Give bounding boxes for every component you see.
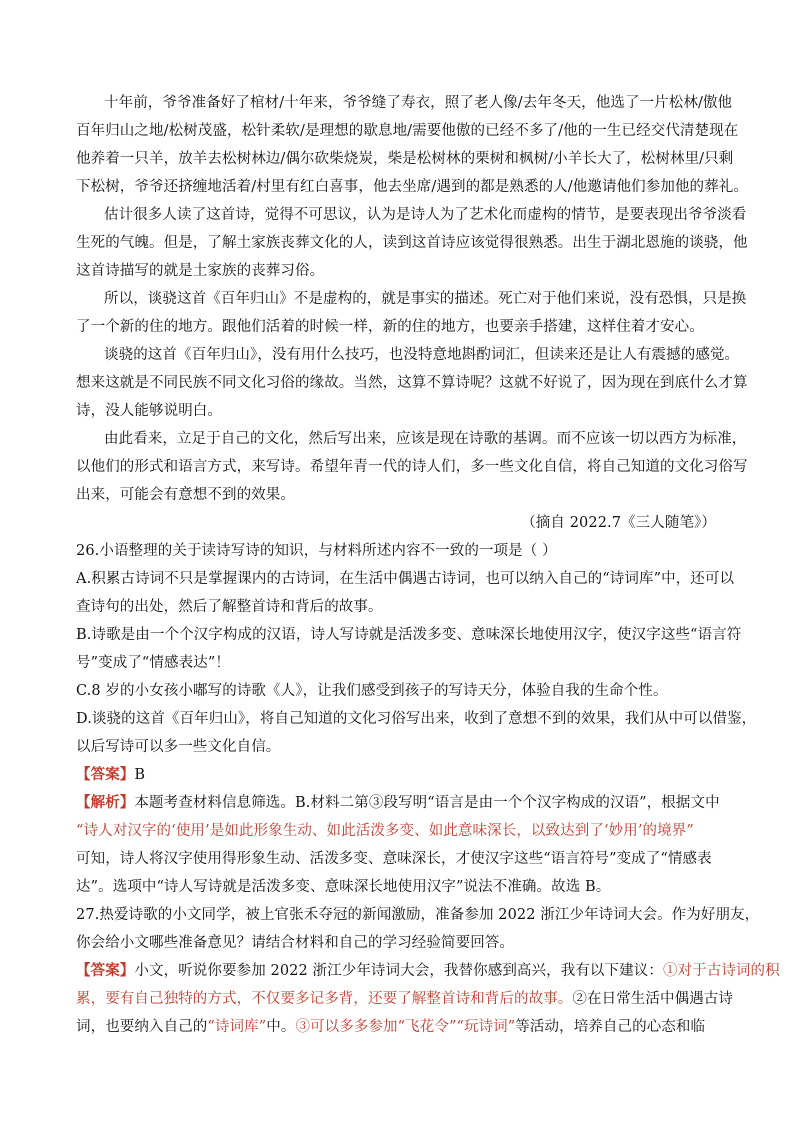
text-line: 下松树，爷爷还挤缠地活着/村里有红白喜事，他去坐席/遇到的都是熟悉的人/他邀请他们参加他的葬礼。 [76,179,748,195]
option-d: D.谈骁的这首《百年归山》，将自己知道的文化习俗写出来，收到了意想不到的效果，我们从中可以借鉴， [76,711,757,727]
text-line: 想来这就是不同民族不同文化习俗的缘故。当然，这算不算诗呢？这就不好说了，因为现在到底什么才算 [76,375,748,391]
answer-value: B [134,767,146,783]
analysis-text: 可知，诗人将汉字使用得形象生动、活泼多变、意味深长，才使汉字这些“语言符号”变成了“情感表 [76,851,712,867]
source-citation: （摘自 2022.7《三人随笔》） [521,515,716,531]
text-line: 估计很多人读了这首诗，觉得不可思议，认为是诗人为了艺术化而虚构的情节，是要表现出爷爷淡看 [104,207,747,223]
answer-line-1 [76,957,780,985]
analysis-quote: “诗人对汉字的‘使用’是如此形象生动、如此活泼多变、如此意味深长，以致达到了‘妙用’的境界” [76,823,694,839]
text-line: 他养着一只羊，放羊去松树林边/偶尔砍柴烧炭，柴是松树林的栗树和枫树/小羊长大了，松树林里/只剩 [76,151,734,167]
answer-text: 等活动，培养自己的心态和临 [515,1019,706,1035]
text-line: 所以，谈骁这首《百年归山》不是虚构的，就是事实的描述。死亡对于他们来说，没有恐惧，只是换 [104,291,747,307]
text-line: 这首诗描写的就是土家族的丧葬习俗。 [76,263,325,279]
answer-line [76,761,722,789]
option-a: A.积累古诗词不只是掌握课内的古诗词，在生活中偶遇古诗词，也可以纳入自己的“诗词库”中，还可以 [76,571,735,587]
analysis-text: 达”。选项中“诗人写诗就是活泼多变、意味深长地使用汉字”说法不准确。故选 B。 [76,879,611,895]
answer-text: ②在日常生活中偶遇古诗 [572,991,734,1007]
passage-paragraph-1 [76,89,748,201]
answer-point: ③可以多多参加“飞花令”“玩诗词” [295,1019,516,1035]
answer-text: 中。 [266,1019,296,1035]
option-a-cont: 查诗句的出处，然后了解整首诗和背后的故事。 [76,599,383,615]
text-line: 出来，可能会有意想不到的效果。 [76,487,295,503]
text-line: 百年归山之地/松树茂盛，松针柔软/是理想的歇息地/需要他傲的已经不多了/他的一生已经交代清楚现在 [76,123,739,139]
text-line: 生死的气魄。但是，了解土家族丧葬文化的人，读到这首诗应该觉得很熟悉。出生于湖北恩施的谈骁，他 [76,235,748,251]
passage-paragraph-3 [76,285,747,341]
text-line: 由此看来，立足于自己的文化，然后写出来，应该是现在诗歌的基调。而不应该一切以西方为标准， [104,431,747,447]
analysis-line [76,789,722,817]
answer-point: 累，要有自己独特的方式，不仅要多记多背，还要了解整首诗和背后的故事。 [76,991,573,1007]
text-line: 诗，没人能够说明白。 [76,403,222,419]
question-stem-cont: 你会给小文哪些准备意见？请结合材料和自己的学习经验简要回答。 [76,935,514,951]
option-b-cont: 号”变成了“情感表达”！ [76,655,230,671]
answer-tag: 【答案】 [76,962,135,979]
answer-point: ①对于古诗词的积 [662,963,780,979]
analysis-tag: 【解析】 [76,794,135,811]
passage-paragraph-4 [76,341,748,425]
option-c: C.8 岁的小女孩小嘟写的诗歌《人》，让我们感受到孩子的写诗天分，体验自我的生命个性。 [76,683,668,699]
answer-line-3 [76,1013,722,1041]
answer-tag: 【答案】 [76,766,135,783]
answer-point: “诗词库” [207,1019,267,1035]
text-line: 以他们的形式和语言方式，来写诗。希望年青一代的诗人们，多一些文化自信，将自己知道的文化习俗写 [76,459,748,475]
answer-text: 词，也要纳入自己的 [76,1019,208,1035]
text-line: 谈骁的这首《百年归山》，没有用什么技巧，也没特意地斟酌词汇，但读来还是让人有震撼的感觉。 [104,347,740,363]
passage-paragraph-2 [76,201,748,285]
answer-line-2 [76,985,734,1013]
question-26 [76,537,757,901]
passage-paragraph-5 [76,425,748,509]
document-page [76,89,780,1041]
text-line: 了一个新的住的地方。跟他们活着的时候一样，新的住的地方，也要亲手搭建，这样住着才安心。 [76,319,704,335]
question-stem: 27.热爱诗歌的小文同学，被上官张禾夺冠的新闻激励，准备参加 2022 浙江少年诗词大会。作为好朋友， [76,907,760,923]
answer-text: 小文，听说你要参加 2022 浙江少年诗词大会，我替你感到高兴，我有以下建议： [134,963,663,979]
question-27 [76,901,780,1041]
option-d-cont: 以后写诗可以多一些文化自信。 [76,739,281,755]
analysis-text: 本题考查材料信息筛选。B.材料二第③段写明“语言是由一个个汉字构成的汉语”，根据文中 [134,795,720,811]
option-b: B.诗歌是由一个个汉字构成的汉语，诗人写诗就是活泼多变、意味深长地使用汉字，使汉字这些“语言符 [76,627,742,643]
text-line: 十年前，爷爷准备好了棺材/十年来，爷爷缝了寿衣，照了老人像/去年冬天，他选了一片松林/傲他 [104,95,733,111]
question-stem: 26.小语整理的关于读诗写诗的知识，与材料所述内容不一致的一项是（ ） [76,543,557,559]
